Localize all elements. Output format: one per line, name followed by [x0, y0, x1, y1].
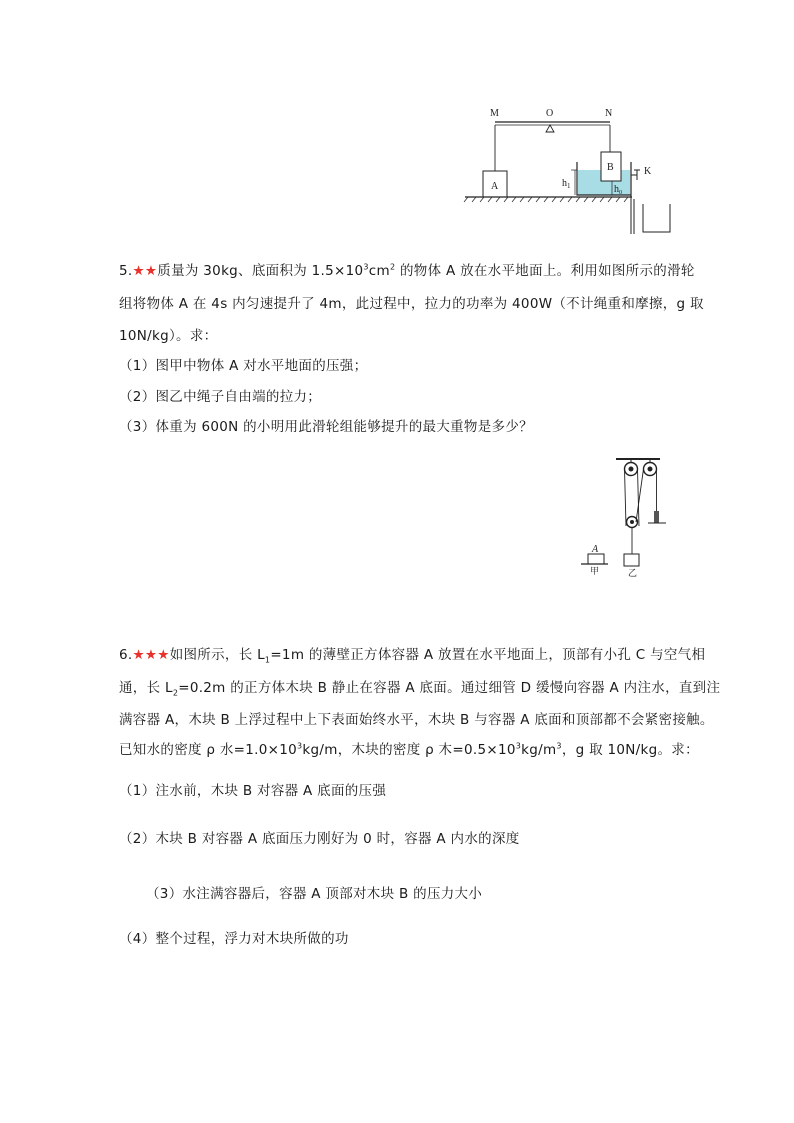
q5-line2: 组将物体 A 在 4s 内匀速提升了 4m，此过程中，拉力的功率为 400W（不计绳重和摩擦，g 取	[119, 296, 704, 312]
q6-sub4: （4）整个过程，浮力对木块所做的功	[119, 931, 349, 947]
q5-line3: 10N/kg）。求：	[119, 328, 218, 344]
label-n: N	[605, 108, 613, 119]
label-h0: $h_0$	[614, 184, 622, 196]
label-h1: $h_1$	[562, 178, 571, 190]
q5-sub1: （1）图甲中物体 A 对水平地面的压强；	[119, 358, 368, 374]
q6-line4: 已知水的密度 ρ 水$=1.0\times 10^3kg/m$，木块的密度 ρ 木$=0.5\times 10^3kg/m^3$，g 取 10N/kg。求：	[119, 741, 699, 758]
label-m: M	[490, 108, 499, 119]
q6-number: 6.	[119, 647, 133, 663]
q6-sub2: （2）木块 B 对容器 A 底面压力刚好为 0 时，容器 A 内水的深度	[119, 831, 520, 847]
q5-sub2: （2）图乙中绳子自由端的拉力；	[119, 389, 322, 405]
q6-sub3: （3）水注满容器后，容器 A 顶部对木块 B 的压力大小	[146, 886, 483, 902]
q5-stars: ★★	[132, 263, 158, 279]
q6-line1: 6.★★★如图所示，长 $L_1=1m$ 的薄壁正方体容器 A 放置在水平地面上，顶部有小孔 C 与空气相	[119, 647, 706, 665]
pulley-figure	[578, 456, 678, 578]
lever-container-figure	[460, 104, 680, 236]
q6-line3: 满容器 A，木块 B 上浮过程中上下表面始终水平，木块 B 与容器 A 底面和顶部都不会紧密接触。	[119, 712, 714, 728]
q5-line1: 5.★★质量为 30kg、底面积为 $1.5\times 10^3cm^2$ 的物体 A 放在水平地面上。利用如图所示的滑轮	[119, 262, 695, 279]
label-a-small: A	[592, 544, 599, 555]
block-yi	[624, 554, 639, 566]
q6-stars: ★★★	[132, 647, 170, 663]
label-b: B	[607, 162, 614, 173]
label-a: A	[491, 181, 499, 192]
q6-line2: 通，长 $L_2=0.2m$ 的正方体木块 B 静止在容器 A 底面。通过细管 D 缓慢向容器 A 内注水，直到注	[119, 680, 721, 698]
block-jia	[588, 554, 604, 564]
label-jia: 甲	[590, 567, 600, 577]
label-o: O	[546, 108, 554, 119]
label-yi: 乙	[628, 569, 638, 578]
q5-sub3: （3）体重为 600N 的小明用此滑轮组能够提升的最大重物是多少？	[119, 419, 533, 435]
q6-sub1: （1）注水前，木块 B 对容器 A 底面的压强	[119, 783, 387, 799]
q5-number: 5.	[119, 263, 133, 279]
label-k: K	[644, 166, 652, 177]
